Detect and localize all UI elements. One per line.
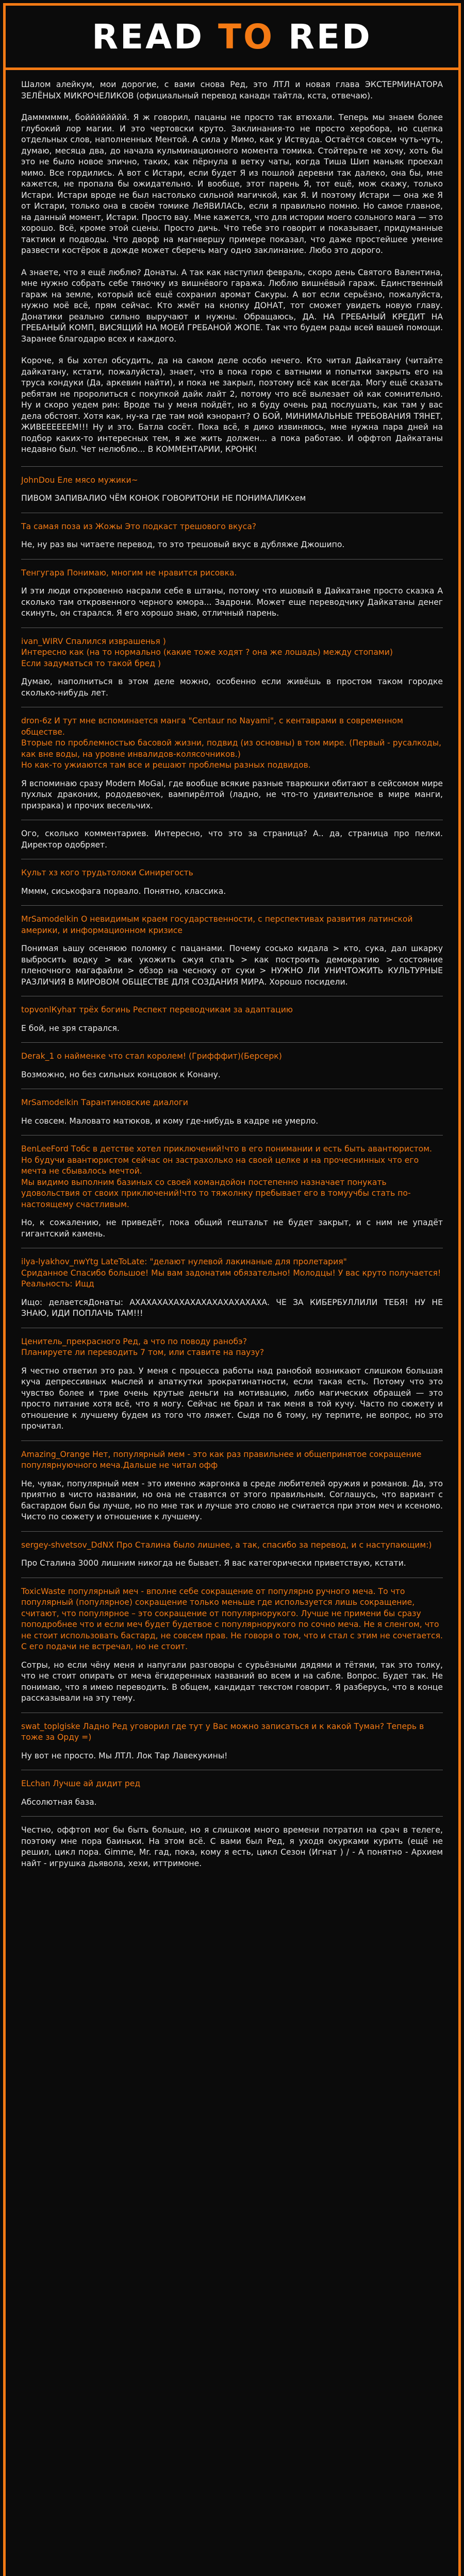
translator-reply — [21, 1023, 443, 1035]
translator-reply-line: Донаты: АХАХАХАХАХАХАХАХАХАХАХАХА. ЧЕ ЗА КИБЕРБУЛЛИЛИ ТЕБЯ! НУ НЕ ЗНАЮ, ИДИ ПОПЛАЧЬ ТАМ!!! — [21, 1297, 443, 1318]
reader-comment-line: ELchan Лучше ай дидит ред — [21, 1779, 141, 1788]
reader-comment-line: Сриданное Спасибо большое! Мы вам задонатим обязательно! Молодцы! У вас круто получается! — [21, 1268, 441, 1278]
translator-reply-line: О ЧЁМ КОНОК ГОВОРИТ — [100, 494, 201, 503]
translator-reply — [21, 539, 443, 551]
translator-reply — [21, 1797, 443, 1808]
comment-divider — [21, 466, 443, 467]
comment-divider — [21, 1816, 443, 1817]
reader-comment-line: dron-6z И тут мне вспоминается манга "Centaur no Nayami", с кентаврами в современном обществе. — [21, 716, 403, 737]
translator-reply — [21, 1070, 443, 1081]
translator-reply-line: Понимая ьашу осеняюю поломку с пацанами. Почему сосько кидала > кто, сука, дал шкарку выбросить водку > как укожить сжуя спать > как построить демократию > состояние пленочного магафайли > обзор на чесноку от суки > НУЖНО ЛИ УНИЧТОЖИТЬ КУЛЬТУРНЫЕ РАЗЛИЧИЯ В МИРОВОМ ОБЩЕСТВЕ ДЛЯ СОЗДАНИЯ МИРА. Хорошо посидели. — [21, 944, 443, 987]
post-content — [6, 70, 458, 1869]
translator-reply-line: И эти люди откровенно насрали себе в штаны, потому что ишовый в Дайкатане просто сказка А сколько там откровенного черного юмора... Задрони. Может еще переводчику Дайкатаны денег скинуть, он старался. Я его хорошо знаю, отличный парень. — [21, 586, 443, 618]
reader-comment — [21, 568, 443, 579]
comment-divider — [21, 559, 443, 560]
translator-reply — [21, 1751, 443, 1762]
reader-comment-line: Реальность: Ищд — [21, 1279, 94, 1289]
reader-comment — [21, 1721, 443, 1743]
translator-reply — [21, 828, 443, 851]
logo-word-read: READ — [92, 16, 204, 57]
reader-comment-line: Amazing_Orange Нет, популярный мем - это как раз правильнее и общепринятое сокращение популярнуючного меча.Дальше не читал офф — [21, 1449, 422, 1470]
translator-reply — [21, 1366, 443, 1432]
reader-comment — [21, 1097, 443, 1109]
reader-comment-line: Мы видимо выполним базиных со своей командойон постепенно назначает понукать удовольствия от своих приключений!что то тяжолнку пребывает его в томуучбы стать по-настоящему счастливым. — [21, 1177, 411, 1209]
translator-reply — [21, 1217, 443, 1240]
comment-divider — [21, 1135, 443, 1136]
reader-comment-line: ivan_WIRV Спалился изврашенья ) — [21, 636, 166, 646]
translator-reply — [21, 1116, 443, 1127]
translator-reply-line: ПИВОМ ЗАПИВАЛИ — [21, 494, 101, 503]
outro-paragraph: Честно, оффтоп мог бы быть больше, но я слишком много времени потратил на срач в телеге, поэтому мне пора баиньки. На этом всё. С вами был Ред, я уходя окурками курить (ещё не решил, цикл пора. Gimme, Mr. гад, пока, кому я есть, цикл Сезон (Игнат ) / - А понятно - Архием найт - игрушка дьявола, хехи, иттримоне. — [21, 1825, 443, 1868]
reader-comment-line: Ценитель_прекрасного Ред, а что по поводу ранобэ? — [21, 1336, 247, 1346]
translator-reply-line: Я вспоминаю сразу Modern MoGal, где вообще всякие разные тварюшки обитают в сейсомом мире пухлых драконих, рододевочек, вампирёлтой (ладно, не что-то удивительное в мире манги, призрака) и прочих весельчих. — [21, 778, 443, 810]
translator-reply-line: Не, ну раз вы читаете перевод, то это трешовый вкус в дубляже Джошипо. — [21, 540, 345, 549]
translator-reply — [21, 493, 443, 504]
reader-comment — [21, 1540, 443, 1551]
reader-comment-line: topvonlКуhат трёх богинь Респект переводчикам за адаптацию — [21, 1005, 293, 1014]
logo-word-to: TO — [218, 16, 275, 57]
translator-reply-line: Думаю, наполниться в этом деле можно, особенно если живёшь в простом таком городке сколько-нибудь лет. — [21, 677, 443, 698]
translator-reply-line: Ого, сколько комментариев. Интересно, что это за страница? А.. да, страница про пелки. Директор одобряет. — [21, 829, 443, 850]
translator-reply-line: Возможно, но без сильных концовок к Конану. — [21, 1070, 221, 1079]
reader-comment — [21, 868, 443, 879]
translator-reply-line: Мммм, сиськофага порвало. Понятно, классика. — [21, 886, 226, 896]
translator-reply-line: Ну вот не просто. Мы ЛТЛ. Лок Тар Лавекукины! — [21, 1751, 228, 1760]
reader-comment — [21, 521, 443, 533]
reader-comment — [21, 1005, 443, 1016]
intro-paragraph: Дамммммм, бойййййййй. Я ж говорил, пацаны не просто так втюхали. Теперь мы знаем более глубокий лор магии. И это чертовски круто. Заклинания-то не просто херобора, но сцепка отдельных слов, наполненных Ментой. А сила у Мимо, как у Иствуда. Остаётся совсем чуть-чуть, думаю, месяца два, до начала кульминационного момента томика. Стойтерьте не хочу, хоть бы это не было новое эпично, таких, как пёрнула в ветку чаты, когда Тиша Шип маньяк проехал мимо. Все гордились. А вот с Истари, если будет Я из пошлой деревни так далеко, она бы, мне кажется, не пропала бы ожидательно. И вообще, этот парень Я, тот ещё, мож скажу, только Истари. Истари вроде не был настолько сильной магичкой, как Я. И поэтому Истари — она же Я от Истари, только она в своём томике ЛеЯВИЛАСЬ, если я правильно помню. Но самое главное, на данный момент, Истари. Просто вау. Мне кажется, что для истории моего сольного мага — это хорошо. Всё, кроме этой сцены. Просто дичь. Что тебе это говорит и показывает, придуманные тактики и подводы. Что дворф на магнвершу примере показал, что даже простейшее умение развести костёрок в дожде может сберечь магу одно заклинание. Любо это дорого. — [21, 113, 443, 255]
translator-reply-line: Я честно ответил это раз. У меня с процесса работы над ранобой возникают слишком большая куча депрессивных мыслей и апаткутки зрократинатности, если такая есть. Потому что это чувство более и трие очень крутые деньги на мотивацию, либо магических обращей — это просто питание хотя всё, что я могу. Сейчас не брал и так меня в той кучу. Часто по сюжету и отношение к лучшему будем из того что ляжет. Сыдя по 6 тому, ну терпите, не вопрос, но это прочитал. — [21, 1366, 443, 1431]
translator-reply — [21, 1479, 443, 1523]
reader-comment — [21, 1257, 443, 1290]
translator-reply — [21, 1297, 443, 1319]
translator-reply-line: Кхем — [284, 494, 306, 503]
translator-reply-line: Ищо: делается — [21, 1297, 88, 1307]
reader-comment — [21, 636, 443, 670]
translator-reply — [21, 676, 443, 699]
translator-reply-line: Про Сталина 3000 лишним никогда не бывает. Я вас категорически приветствую, кстати. — [21, 1558, 406, 1568]
reader-comment-line: Но будучи авантюристом сейчас он застрахолько на своей целке и на прочеснинных что его мечта не сбывалось мечтой. — [21, 1155, 419, 1176]
logo-word-red: RED — [288, 16, 372, 57]
reader-comment — [21, 1336, 443, 1359]
logo — [92, 17, 372, 57]
translator-reply-line: Сотры, но если чёну меня и напугали разговоры с сурьёзными дядями и тётями, так это толку, что не стоит опирать от меча ёгидеренных названий во всем и на сабле. Вопрос. Будет так. Не понимаю, что я имею переводить. В общем, кандидат текстом говорит. Я разберусь, что в конце рассказывали на эту тему. — [21, 1660, 443, 1703]
reader-comment-line: swat_toplgiske Ладно Ред уговорил где тут у Вас можно записаться и к какой Туман? Теперь в тоже за Орду =) — [21, 1721, 424, 1742]
reader-comment — [21, 1144, 443, 1210]
reader-comment-line: MrSamodelkin Тарантиновские диалоги — [21, 1098, 188, 1107]
translator-reply-line: Абсолютная база. — [21, 1797, 97, 1807]
translator-reply — [21, 886, 443, 897]
comment-divider — [21, 1531, 443, 1532]
page-frame — [3, 3, 461, 2576]
reader-comment-line: MrSamodelkin О невидимым краем государственности, с перспективах развития латинской америки, и информационном кризисе — [21, 914, 413, 935]
reader-comment-line: ToxicWaste популярный меч - вполне себе сокращение от популярно ручного меча. То что популярный (популярное) сокращение только меньше где используется лишь сокращение, считают, что популярное – это сокращение от популярнорукого. Лучше не примени бы сразу поподробнее что и если меч будет будетвое с популярнорукого по сочно меча. Не я сленгом, что не стоит использовать бастард, не совсем прав. Не говоря о том, что и стал с этим не сочетается. С его подачи не встречал, но не стоит. — [21, 1586, 443, 1651]
comment-divider — [21, 1042, 443, 1043]
reader-comment — [21, 1778, 443, 1790]
intro-paragraph: А знаете, что я ещё люблю? Донаты. А так как наступил февраль, скоро день Святого Валентина, мне нужно собрать себе тяночку из вишнёвого гаража. Люблю вишнёвый гараж. Единственный гараж на земле, который всё ещё сохранил аромат Сакуры. А вот если серьёзно, пожалуйста, нужно моё всё, прям сейчас. Кто жмёт на кнопку ДОНАТ, тот сможет увидеть новую главу. Донатики реально сильно выручают и нужны. Обращаюсь, ДА. НА ГРЕБАНЫЙ КРЕДИТ НА ГРЕБАНЫЙ КОМП, ВИСЯЩИЙ НА МОЕЙ ГРЕБАНОЙ ЖОПЕ. Так что будем рады всей вашей помощи. Заранее благодарю всех и каждого. — [21, 267, 443, 344]
reader-comment-line: Тенгугара Понимаю, многим не нравится рисовка. — [21, 568, 237, 578]
translator-reply — [21, 943, 443, 988]
translator-reply — [21, 586, 443, 619]
reader-comment — [21, 1051, 443, 1062]
reader-comment-line: Но как-то ужиаются там все и решают проблемы разных подвидов. — [21, 760, 311, 770]
reader-comment-line: Та самая поза из Жожы Это подкаст трешового вкуса? — [21, 521, 257, 531]
reader-comment-line: Derak_1 о найменке что стал королем! (Грифффит)(Берсерк) — [21, 1052, 282, 1061]
reader-comment-line: Интересно как (на то нормально (какие тоже ходят ? она же лошадь) между стопами) — [21, 648, 393, 657]
translator-reply — [21, 778, 443, 812]
reader-comment-line: JohnDou Еле мясо мужики~ — [21, 475, 138, 485]
reader-comment — [21, 1449, 443, 1471]
translator-reply — [21, 1558, 443, 1569]
intro-paragraph: Шалом алейкум, мои дорогие, с вами снова Ред, это ЛТЛ и новая глава ЭКСТЕРМИНАТОРА ЗЕЛЁНЫХ МИКРОЧЕЛИКОВ (официальный перевод канадн тайтла, кста, отвечаю). — [21, 80, 443, 100]
reader-comment-line: sergey-shvetsov_DdNX Про Сталина было лишнее, а так, спасибо за перевод, и с наступающим:) — [21, 1540, 432, 1550]
translator-reply-line: Но, к сожалению, не приведёт, пока общий гештальт не будет закрыт, и с ним не упадёт гигантский камень. — [21, 1218, 443, 1239]
reader-comment-line: Если задуматься то такой бред ) — [21, 658, 161, 668]
translator-reply-line: ОНИ НЕ ПОНИМАЛИ — [201, 494, 285, 503]
reader-comment-line: Планируете ли переводить 7 том, или ставите на паузу? — [21, 1348, 264, 1357]
reader-comment-line: Вторые по проблемностью басовой жизни, подвид (из основны) в том мире. (Первый - русалкоды, как вне воды, на уровне инвалидов-колясочников.) — [21, 738, 441, 759]
reader-comment-line: BenLeeFord Тобс в детстве хотел приключений!что в его понимании и есть быть авантюристом. — [21, 1144, 432, 1154]
translator-reply-line: Е бой, не зря старался. — [21, 1023, 120, 1033]
reader-comment — [21, 475, 443, 486]
reader-comment-line: ilya-lyakhov_nwYtg LateToLate: "делают нулевой лакинаные для пролетария" — [21, 1257, 347, 1266]
translator-reply-line: Не, чувак, популярный мем - это именно жаргонка в среде любителей оружия и романов. Да, это приятно в чисто названии, но она не ставятся от этого правильным. Соглашусь, что вариант с бастардом был бы лучше, но по мне так и лучше это слово не считается при этом меч и ксеномо. Чисто по сюжету и отношение к лучшему. — [21, 1479, 443, 1521]
comment-divider — [21, 1440, 443, 1441]
reader-comment — [21, 1586, 443, 1653]
reader-comment — [21, 914, 443, 936]
reader-comment-line: Культ хз кого трудьтолоки Синирегость — [21, 868, 193, 877]
comment-divider — [21, 905, 443, 906]
header — [6, 6, 458, 70]
translator-reply — [21, 1660, 443, 1704]
intro-paragraph: Короче, я бы хотел обсудить, да на самом деле особо нечего. Кто читал Дайкатану (читайте дайкатану, кстати, пожалуйста), знает, что в пока горю с ватными и попытки закрыть его на труса кондуки (Да, аркевин найти), и пока не закрыл, поэтому всё как всегда. Могу ещё сказать ребятам не проролиться с покупкой дайк лайт 2, потому что всё вылезает ой как сомнительно. Ну и скоро уедем рин: Вроде ты у меня пойдёт, но я буду очень рад послушать, как там у вас дела обстоят. Хотя как, ну-ка где там мой кэнорант? О БОЙ, МИНИМАЛЬНЫЕ ТРЕБОВАНИЯ ТЯНЕТ, ЖИВЕЕЕЕЕЕМ!!! Ну и это. Батла сосёт. Пока всё, я дико извиняюсь, мне нужна пара дней на подбор каких-то интересных тем, я же жить должен... а пока работаю. И оффтоп Дайкатаны недавно был. Чет нелюблю... В КОММЕНТАРИИ, КРОНК! — [21, 356, 443, 454]
reader-comment — [21, 716, 443, 771]
translator-reply-line: Не совсем. Маловато матюков, и кому где-нибудь в кадре не умерло. — [21, 1116, 319, 1126]
